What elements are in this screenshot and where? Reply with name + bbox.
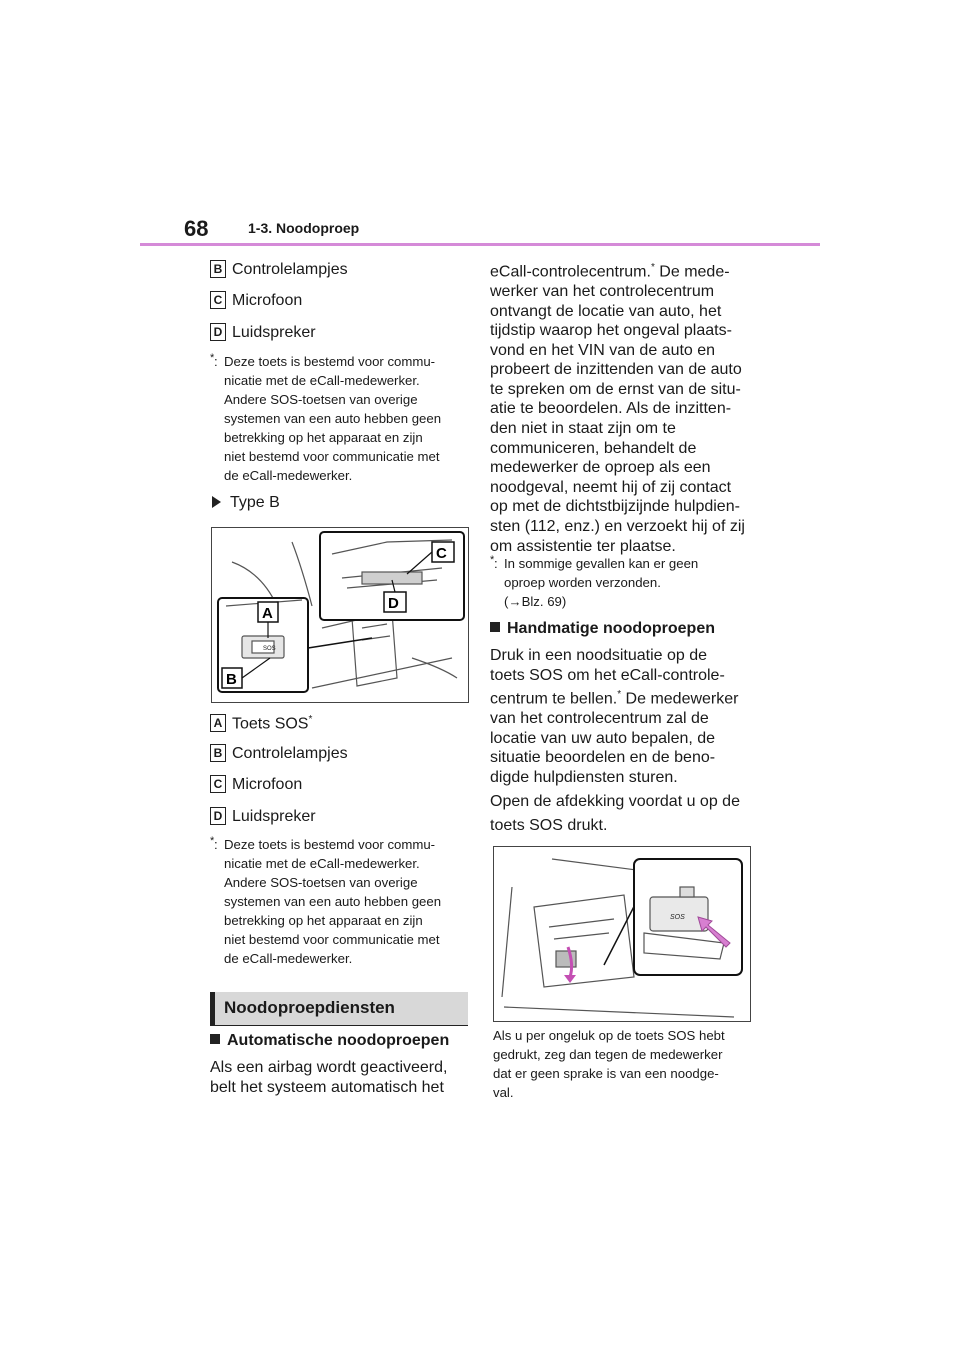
paragraph-line: Open de afdekking voordat u op de bbox=[490, 793, 740, 810]
legend-label: Luidspreker bbox=[232, 808, 316, 825]
callout-badge: B bbox=[210, 260, 226, 278]
triangle-bullet-icon bbox=[212, 496, 221, 508]
overhead-console-illustration bbox=[212, 528, 468, 702]
footnote-line: systemen van een auto hebben geen bbox=[224, 894, 442, 909]
paragraph-line: medewerker de oproep als een bbox=[490, 459, 711, 477]
page-number: 68 bbox=[184, 216, 209, 241]
callout-badge: D bbox=[210, 807, 226, 825]
paragraph-line: communiceren, behandelt de bbox=[490, 439, 697, 457]
figure-caption bbox=[493, 1026, 755, 1102]
paragraph-line: locatie van uw auto bepalen, de bbox=[490, 729, 716, 747]
figure1-callout-c: C bbox=[436, 545, 447, 562]
figure1-callout-d: D bbox=[388, 595, 399, 612]
footnote-line: nicatie met de eCall-medewerker. bbox=[224, 373, 420, 388]
paragraph-line: toets SOS om het eCall-controle- bbox=[490, 666, 725, 684]
footnote-line: In sommige gevallen kan er geen bbox=[504, 556, 699, 571]
legend-item-d bbox=[210, 807, 316, 827]
callout-badge: A bbox=[210, 714, 226, 732]
paragraph-line: situatie beoordelen en de beno- bbox=[490, 749, 716, 767]
footnote-top bbox=[210, 352, 472, 485]
footnote-line: oproep worden verzonden. bbox=[504, 575, 661, 590]
footnote-line: niet bestemd voor communicatie met bbox=[224, 449, 440, 464]
figure1-sos-label: SOS bbox=[263, 646, 276, 652]
footnote-line: betrekking op het apparaat en zijn bbox=[224, 913, 423, 928]
footnote-colon: : bbox=[494, 556, 498, 571]
type-b-heading bbox=[212, 494, 280, 512]
legend-item-c bbox=[210, 291, 302, 311]
legend-label: Luidspreker bbox=[232, 324, 316, 341]
figure1-callout-b: B bbox=[226, 671, 237, 688]
page-reference: (→Blz. 69) bbox=[504, 594, 567, 609]
paragraph-line: eCall-controlecentrum. bbox=[490, 263, 651, 281]
paragraph-line: atie te beoordelen. Als de inzitten- bbox=[490, 400, 732, 418]
open-cover-paragraph bbox=[490, 790, 752, 838]
paragraph-line: te spreken om de ernst van de situ- bbox=[490, 380, 741, 398]
figure1-callout-a: A bbox=[262, 605, 273, 622]
legend-label: Toets SOS bbox=[232, 715, 309, 733]
paragraph-line: ontvangt de locatie van auto, het bbox=[490, 302, 722, 320]
legend-item-a bbox=[210, 710, 312, 734]
paragraph-line: werker van het controlecentrum bbox=[490, 282, 715, 300]
figure-sos-cover bbox=[493, 846, 751, 1022]
footnote-line: niet bestemd voor communicatie met bbox=[224, 932, 440, 947]
footnote-star: * bbox=[210, 352, 215, 364]
paragraph-line: De mede- bbox=[654, 263, 730, 281]
paragraph-line: van het controlecentrum zal de bbox=[490, 710, 709, 728]
paragraph-sup: * bbox=[617, 689, 622, 701]
figure-overhead-console bbox=[211, 527, 469, 703]
legend-item-b bbox=[210, 260, 348, 280]
caption-line: Als u per ongeluk op de toets SOS hebt bbox=[493, 1028, 725, 1043]
manual-call-paragraph bbox=[490, 646, 752, 787]
paragraph-line: den niet in staat zijn om te bbox=[490, 420, 676, 438]
footnote-line: Deze toets is bestemd voor commu- bbox=[224, 837, 436, 852]
manual-call-heading-text: Handmatige noodoproepen bbox=[507, 620, 715, 637]
legend-label: Microfoon bbox=[232, 292, 303, 309]
auto-call-paragraph bbox=[210, 1058, 472, 1097]
paragraph-line: probeert de inzittenden van de auto bbox=[490, 361, 742, 379]
auto-call-heading-text: Automatische noodoproepen bbox=[227, 1032, 450, 1049]
caption-line: dat er geen sprake is van een noodge- bbox=[493, 1066, 719, 1081]
footnote-star: * bbox=[210, 835, 215, 847]
caption-line: val. bbox=[493, 1085, 514, 1100]
ecall-paragraph bbox=[490, 258, 752, 556]
paragraph-line: op met de dichtstbijzijnde hulpdien- bbox=[490, 498, 740, 516]
footnote-line: Andere SOS-toetsen van overige bbox=[224, 875, 418, 890]
footnote-colon: : bbox=[214, 837, 218, 852]
paragraph-line: De medewerker bbox=[621, 690, 739, 708]
footnote-line: nicatie met de eCall-medewerker. bbox=[224, 856, 420, 871]
footnote-line: de eCall-medewerker. bbox=[224, 468, 353, 483]
footnote-bottom bbox=[210, 835, 472, 968]
section-title: 1-3. Noodoproep bbox=[248, 220, 360, 236]
legend-sup: * bbox=[308, 714, 313, 725]
paragraph-line: belt het systeem automatisch het bbox=[210, 1078, 444, 1096]
callout-badge: C bbox=[210, 775, 226, 793]
caption-line: gedrukt, zeg dan tegen de medewerker bbox=[493, 1047, 723, 1062]
legend-item-b bbox=[210, 744, 348, 764]
header-rule bbox=[140, 243, 820, 246]
paragraph-line: Als een airbag wordt geactiveerd, bbox=[210, 1059, 448, 1076]
paragraph-line: tijdstip waarop het ongeval plaats- bbox=[490, 322, 732, 340]
footnote-colon: : bbox=[214, 354, 218, 369]
section-heading: Noodoproepdiensten bbox=[224, 998, 395, 1017]
footnote-right bbox=[490, 554, 752, 611]
sos-cover-illustration bbox=[494, 847, 750, 1021]
paragraph-line: toets SOS drukt. bbox=[490, 817, 608, 834]
legend-label: Microfoon bbox=[232, 776, 303, 793]
paragraph-line: digde hulpdiensten sturen. bbox=[490, 768, 678, 786]
paragraph-line: noodgeval, neemt hij of zij contact bbox=[490, 478, 732, 496]
callout-badge: B bbox=[210, 744, 226, 762]
auto-call-heading bbox=[210, 1032, 449, 1050]
section-heading-box bbox=[210, 992, 468, 1026]
paragraph-line: vond en het VIN van de auto en bbox=[490, 341, 716, 359]
paragraph-line: centrum te bellen. bbox=[490, 690, 618, 708]
type-b-label: Type B bbox=[230, 494, 280, 511]
footnote-line: de eCall-medewerker. bbox=[224, 951, 353, 966]
footnote-star: * bbox=[490, 554, 495, 566]
footnote-line: Deze toets is bestemd voor commu- bbox=[224, 354, 436, 369]
legend-label: Controlelampjes bbox=[232, 261, 348, 278]
square-bullet-icon bbox=[210, 1034, 220, 1044]
footnote-line: Andere SOS-toetsen van overige bbox=[224, 392, 418, 407]
footnote-line: betrekking op het apparaat en zijn bbox=[224, 430, 423, 445]
legend-label: Controlelampjes bbox=[232, 745, 348, 762]
legend-item-c bbox=[210, 775, 302, 795]
paragraph-line: Druk in een noodsituatie op de bbox=[490, 647, 708, 664]
paragraph-line: sten (112, enz.) en verzoekt hij of zij bbox=[490, 518, 745, 536]
callout-badge: D bbox=[210, 323, 226, 341]
footnote-line: systemen van een auto hebben geen bbox=[224, 411, 442, 426]
legend-item-d bbox=[210, 323, 316, 343]
square-bullet-icon bbox=[490, 622, 500, 632]
manual-call-heading bbox=[490, 620, 715, 638]
callout-badge: C bbox=[210, 291, 226, 309]
figure2-sos-label: SOS bbox=[670, 914, 685, 921]
paragraph-sup: * bbox=[650, 262, 655, 273]
paragraph-line: om assistentie ter plaatse. bbox=[490, 537, 676, 555]
